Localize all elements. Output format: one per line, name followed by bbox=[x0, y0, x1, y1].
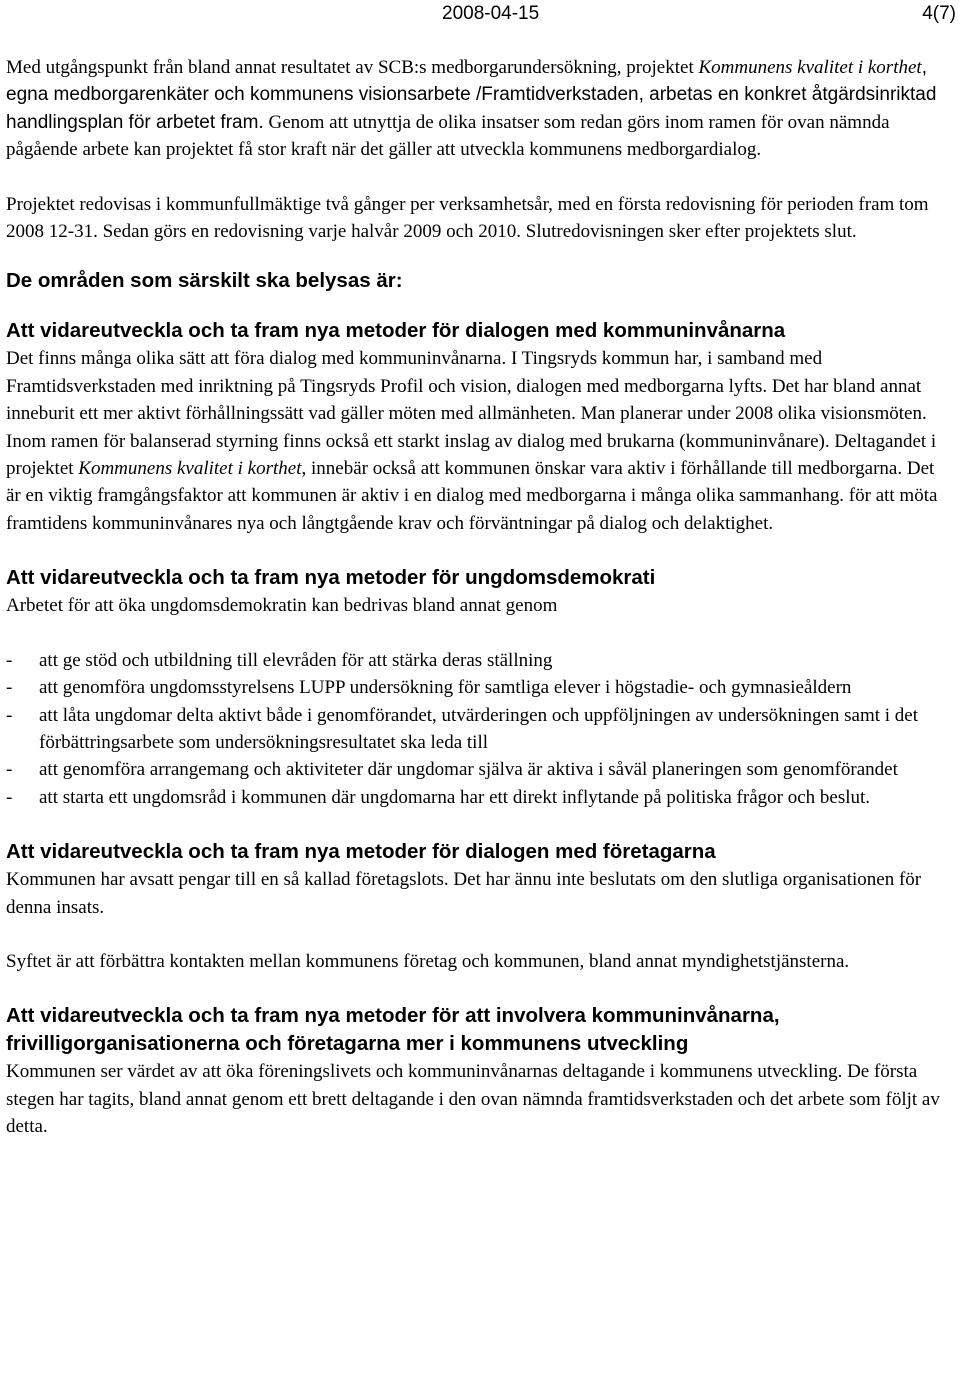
list-item-text: att genomföra ungdomsstyrelsens LUPP undersökning för samtliga elever i högstadie- och gymnasieåldern bbox=[39, 677, 852, 699]
dash-bullet: - bbox=[6, 786, 13, 808]
section-foretagare bbox=[6, 838, 952, 975]
section-dialog-invanare bbox=[6, 317, 952, 537]
list-item-text: att starta ett ungdomsråd i kommunen där ungdomarna har ett direkt inflytande på politiska frågor och beslut. bbox=[39, 786, 871, 808]
section-involvera bbox=[6, 1002, 952, 1140]
areas-heading: De områden som särskilt ska belysas är: bbox=[6, 269, 403, 293]
project-name-italic: Kommunens kvalitet i korthet bbox=[78, 458, 302, 480]
page-header bbox=[6, 0, 956, 26]
dash-bullet: - bbox=[6, 704, 13, 726]
header-date: 2008-04-15 bbox=[442, 3, 540, 24]
list-item bbox=[6, 647, 952, 674]
dash-bullet: - bbox=[6, 677, 13, 699]
list-item-text: att ge stöd och utbildning till elevråden för att stärka deras ställning bbox=[39, 649, 553, 671]
section-text-a: Det finns många olika sätt att föra dialog med kommuninvånarna. I Tingsryds kommun har, i samband med Framtidsverkstaden med inriktning på Tingsryds Profil och vision, dialogen med medborgarna lyfts. Det har bland annat inneburit ett mer aktivt förhållningssätt vad gäller möten med allmänheten. Man planerar under 2008 olika visionsmöten. Inom ramen för balanserad styrning finns också ett starkt inslag av dialog med brukarna (kommuninvånare). Deltagandet i projektet bbox=[6, 348, 937, 480]
section-paragraph bbox=[6, 345, 952, 537]
list-item bbox=[6, 702, 952, 757]
intro-paragraph-2: Projektet redovisas i kommunfullmäktige två gånger per verksamhetsår, med en första redovisning för perioden fram tom 2008 12-31. Sedan görs en redovisning varje halvår 2009 och 2010. Slutredovisningen sker efter projektets slut. bbox=[6, 193, 929, 243]
section-heading: Att vidareutveckla och ta fram nya metoder för ungdomsdemokrati bbox=[6, 566, 656, 590]
section-paragraph: Kommunen har avsatt pengar till en så kallad företagslots. Det har ännu inte beslutats om den slutliga organisationen för denna insats. bbox=[6, 869, 922, 918]
list-item bbox=[6, 756, 952, 783]
project-name-italic: Kommunens kvalitet i korthet bbox=[698, 57, 922, 78]
section-text-b: , innebär också att kommunen önskar vara aktiv i förhållande till medborgarna. Det är en viktig framgångsfaktor att kommunen är aktiv i en dialog med medborgarna i många olika sammanhang. för att möta framtidens kommuninvånares nya och långtgående krav och förväntningar på dialog och delaktighet. bbox=[6, 458, 938, 534]
intro-text-end: Genom att utnyttja de olika insatser som redan görs inom ramen för ovan nämnda pågående arbete kan projektet få stor kraft när det gäller att utveckla kommunens medborgardialog. bbox=[6, 111, 890, 161]
intro-text-start: Med utgångspunkt från bland annat resultatet av SCB:s medborgarundersökning, projektet bbox=[6, 57, 699, 78]
section-heading: Att vidareutveckla och ta fram nya metoder för dialogen med kommuninvånarna bbox=[6, 319, 786, 343]
section-paragraph: Kommunen ser värdet av att öka föreningslivets och kommuninvånarnas deltagande i kommunens utveckling. De första stegen har tagits, bland annat genom ett brett deltagande i den ovan nämnda framtidsverkstaden och det arbete som följt av detta. bbox=[6, 1061, 940, 1138]
section-paragraph: Syftet är att förbättra kontakten mellan kommunens företag och kommunen, bland annat myndighetstjänsterna. bbox=[6, 950, 850, 972]
list-item bbox=[6, 674, 952, 701]
header-page-number: 4(7) bbox=[922, 3, 956, 24]
dash-bullet: - bbox=[6, 649, 13, 671]
list-item bbox=[6, 784, 952, 811]
measures-list bbox=[6, 647, 952, 811]
section-intro: Arbetet för att öka ungdomsdemokratin kan bedrivas bland annat genom bbox=[6, 595, 558, 617]
dash-bullet: - bbox=[6, 759, 13, 781]
document-body bbox=[6, 54, 952, 1141]
section-heading: Att vidareutveckla och ta fram nya metoder för dialogen med företagarna bbox=[6, 840, 716, 864]
section-heading: Att vidareutveckla och ta fram nya metoder för att involvera kommuninvånarna, frivilligorganisationerna och företagarna mer i kommunens utveckling bbox=[6, 1004, 780, 1056]
intro-text-mid: , egna medborgarenkäter och kommunens visionsarbete /Framtidverkstaden, arbetas en konkret åtgärdsinriktad handlingsplan för arbetet fram. bbox=[6, 57, 937, 133]
list-item-text: att låta ungdomar delta aktivt både i genomförandet, utvärderingen och uppföljningen av undersökningen samt i det förbättringsarbete som undersökningsresultatet ska leda till bbox=[39, 704, 919, 753]
section-ungdomsdemokrati bbox=[6, 564, 952, 811]
intro-paragraph-1 bbox=[6, 54, 952, 164]
list-item-text: att genomföra arrangemang och aktiviteter där ungdomar själva är aktiva i såväl planeringen som genomförandet bbox=[39, 759, 898, 781]
